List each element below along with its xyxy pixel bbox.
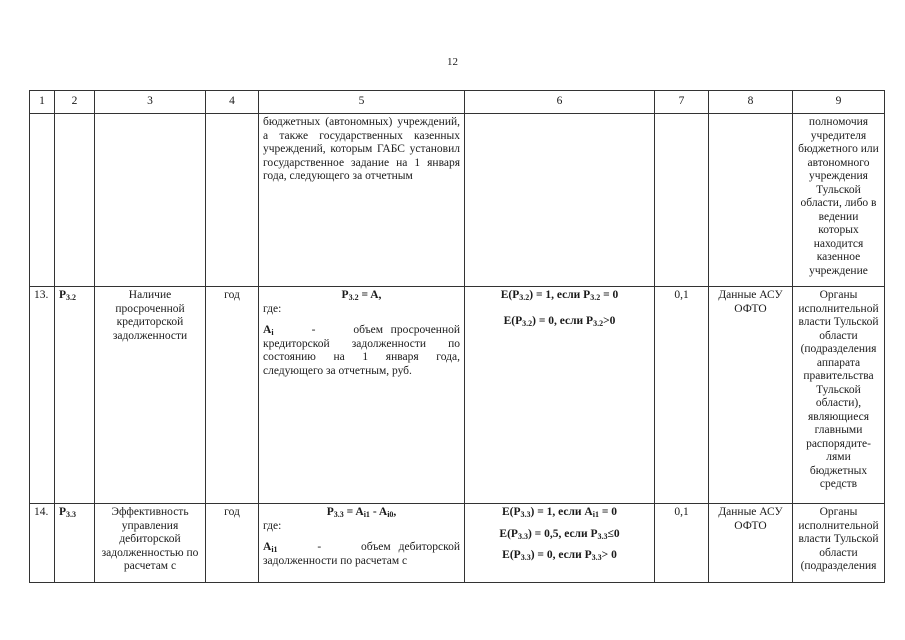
responsible-cell: полномочия учредителя бюджетного или автономного учреждения Тульской области, либо в ведении которых находится казенное учреждение — [793, 114, 885, 287]
indicator-code: $P_{3.2}$ — [55, 287, 95, 504]
header-cell: 9 — [793, 91, 885, 114]
description-cell: бюджетных (автономных) учреждений, а также государственных казенных учреждений, которым ГАБС установил государственное задание на 1 января года, следующего за отчетным — [259, 114, 465, 287]
source-cell: Данные АСУ ОФТО — [709, 504, 793, 583]
source-cell: Данные АСУ ОФТО — [709, 287, 793, 504]
responsible-cell: Органы исполнительной власти Тульской области (подразделения — [793, 504, 885, 583]
row-number: 13. — [30, 287, 55, 504]
row-number: 14. — [30, 504, 55, 583]
indicator-code: $P_{3.3}$ — [55, 504, 95, 583]
header-cell: 1 — [30, 91, 55, 114]
table-header-row — [30, 91, 885, 114]
table-row-continuation — [30, 114, 885, 287]
page-number: 12 — [447, 56, 458, 68]
table-row — [30, 287, 885, 504]
responsible-cell: Органы исполнительной власти Тульской области (подразделения аппарата правительства Тульской области), являющиеся главными распорядите-лями бюджетных средств — [793, 287, 885, 504]
formula-cell — [259, 504, 465, 583]
formula: $P_{3.2} = A$, — [341, 289, 382, 302]
formula: $P_{3.3} = A_{i1} - A_{i0}$, — [326, 506, 397, 519]
header-cell: 4 — [206, 91, 259, 114]
where-label: где: — [263, 302, 282, 315]
indicator-table — [29, 90, 885, 583]
weight-cell: 0,1 — [655, 287, 709, 504]
header-cell: 3 — [95, 91, 206, 114]
indicator-unit: год — [206, 287, 259, 504]
header-cell: 2 — [55, 91, 95, 114]
header-cell: 6 — [465, 91, 655, 114]
weight-cell: 0,1 — [655, 504, 709, 583]
formula-cell — [259, 287, 465, 504]
indicator-name: Эффективность управления дебиторской задолженностью по расчетам с — [95, 504, 206, 583]
variable-definition: $A_i$ - объем просроченной кредиторской задолженности по состоянию на 1 января года, следующего за отчетным, руб. — [263, 324, 461, 377]
table-row — [30, 504, 885, 583]
indicator-unit: год — [206, 504, 259, 583]
header-cell: 5 — [259, 91, 465, 114]
variable-definition: $A_{i1}$ - объем дебиторской задолженности по расчетам с — [263, 541, 461, 567]
where-label: где: — [263, 519, 282, 532]
header-cell: 8 — [709, 91, 793, 114]
evaluation-cell: $E(P_{3.2}) = 1$, если $P_{3.2} = 0$ $E(P_{3.2}) = 0$, если $P_{3.2}>0$ — [465, 287, 655, 504]
indicator-name: Наличие просроченной кредиторской задолженности — [95, 287, 206, 504]
header-cell: 7 — [655, 91, 709, 114]
evaluation-cell: $E(P_{3.3}) = 1$, если $A_{i1} = 0$ $E(P_{3.3}) = 0,5$, если $P_{3.3}\le 0$ $E(P_{3.3}) = 0$, если $P_{3.3}> 0$ — [465, 504, 655, 583]
